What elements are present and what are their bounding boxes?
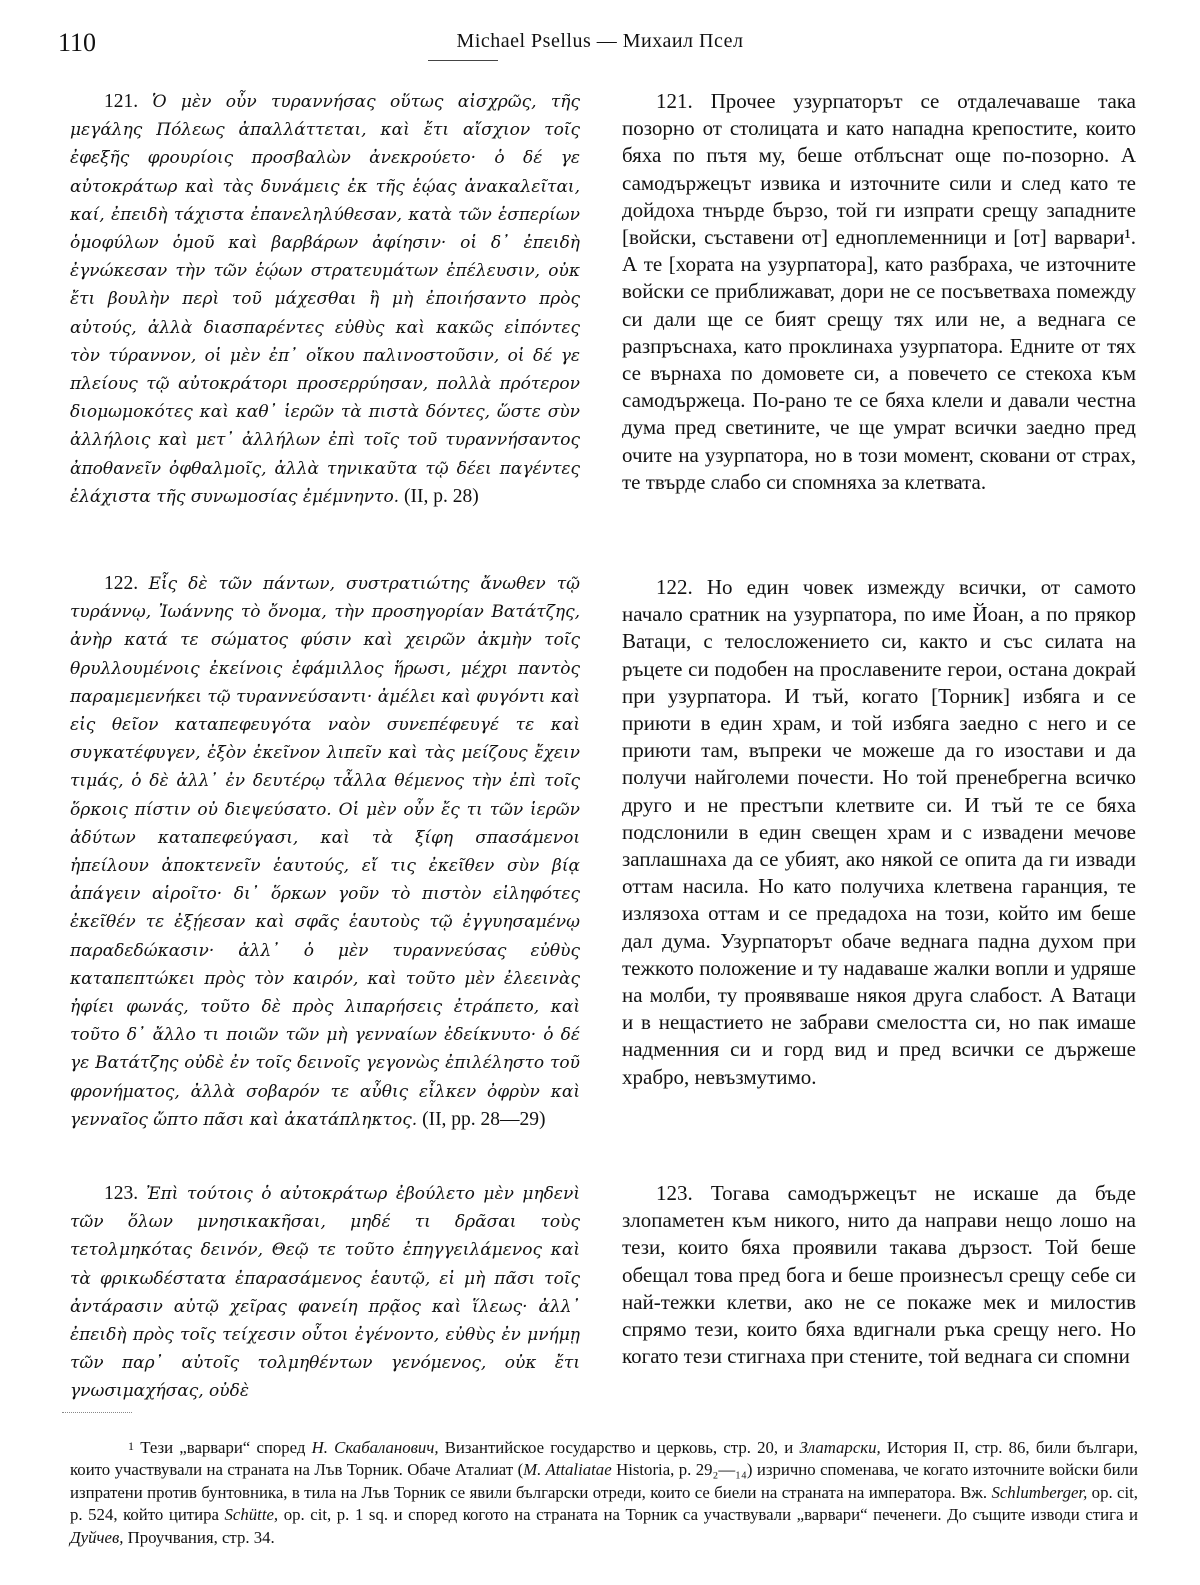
footnote-text: Тези „варвари“ според <box>140 1437 312 1457</box>
footnote-author: M. Attaliatae <box>523 1460 612 1480</box>
header-rule <box>428 60 498 61</box>
footnote-author: Дуйчев, <box>70 1527 124 1547</box>
greek-text: Ἐπὶ τούτοις ὁ αὐτοκράτωρ ἐβούλετο μὲν μηδενὶ τῶν ὅλων μνησικακῆσαι, μηδέ τι δρᾶσαι τοὺς τετολμηκότας δεινόν, Θεῷ τε τοῦτο ἐπηγγειλάμενος καὶ τὰ φρικωδέστατα ἐπαρασάμενος ἑαυτῷ, εἰ μὴ πᾶσι τοῖς ἀντάρασιν αὐτῷ χεῖρας φανείη πρᾷος καὶ ἵλεως· ἀλλ᾽ ἐπειδὴ πρὸς τοῖς τείχεσιν οὗτοι ἐγένοντο, εὐθὺς ἐν μνήμῃ τῶν παρ᾽ αὐτοῖς τολμηθέντων γενόμενος, οὐκ ἔτι γνωσιμαχήσας, οὐδὲ <box>70 1184 581 1402</box>
footnote-author: Н. Скабаланович, <box>311 1437 439 1457</box>
source-reference: (II, pp. 28—29) <box>422 1108 546 1130</box>
footnote-text: Проучвания, стр. 34. <box>123 1527 275 1547</box>
footnote-mark: 1 <box>128 1438 134 1453</box>
footnote-text: Historia, p. 29₂—₁₄) изрично споменава, че когато източните войски били изпратени против бунтовника, в тила на Лъв Торник се явили български отреди, които се биели на страната на императора. Вж. <box>70 1460 1139 1502</box>
bulgarian-paragraph-122: 122. Но един човек измежду всички, от самото начало сратник на узурпатора, по име Йоан, а по прякор Ватаци, с телосложението си, както и със силата на ръцете си подобен на прославените герои, остана докрай при узурпатора. И тъй, когато [Торник] избяга и се приюти в един храм, и той избяга заедно с него и се приюти там, въпреки че можеше да го изостави и да получи найголеми почести. Но той пренебрегна всичко друго и не престъпи клетвите си. И тъй те се бяха подслонили в един свещен храм и с извадени мечове заплашнаха да се убият, ако някой се опита да ги извади оттам насила. Но като получиха клетвена гаранция, те излязоха оттам и се предадоха на този, който им беше дал дума. Узурпаторът обаче веднага падна духом при тежкото положение и ту надаваше жалки вопли и удряше на молби, ту проявяваше някоя друга слабост. А Ватаци и в нещастието не забрави смелостта си, но пак имаше надменния си и горд вид и пред всички се държеше храбро, невъзмутимо. <box>622 575 1136 1089</box>
footnote-text: op. cit, p. 1 sq. и според когото на страната на Торник са участвували „варвари“ печенеги. До същите изводи стига и <box>278 1505 1138 1525</box>
footnote-text: op. cit, p. 524, който цитира <box>70 1482 1138 1525</box>
footnote-author: Златарски, <box>799 1437 881 1457</box>
greek-paragraph-123 <box>70 1180 580 1406</box>
paragraph-number: 122. <box>104 573 139 594</box>
footnote-text: История II, стр. 86, били българи, които участвували на страната на Лъв Торник. Обаче Аталиат ( <box>70 1437 1138 1480</box>
greek-paragraph-121 <box>70 88 580 511</box>
source-reference: (II, p. 28) <box>403 485 479 507</box>
paragraph-number: 121. <box>104 91 139 112</box>
greek-text: Ὁ μὲν οὖν τυραννήσας οὕτως αἰσχρῶς, τῆς μεγάλης Πόλεως ἀπαλλάττεται, καὶ ἔτι αἴσχιον τοῖς ἐφεξῆς φρουρίοις προσβαλὼν ἀνεκρούετο· ὁ δέ γε αὐτοκράτωρ καὶ τὰς δυνάμεις ἐκ τῆς ἑῴας ἀνακαλεῖται, καί, ἐπειδὴ τάχιστα ἐπανεληλύθεσαν, κατὰ τῶν ἑσπερίων ὁμοφύλων ὁμοῦ καὶ βαρβάρων ἀφίησιν· οἱ δ᾽ ἐπειδὴ ἐγνώκεσαν τὴν τῶν ἑῴων στρατευμάτων ἐπέλευσιν, οὐκ ἔτι βουλὴν περὶ τοῦ μάχεσθαι ἢ μὴ ἐποιήσαντο πρὸς αὐτούς, ἀλλὰ διασπαρέντες εὐθὺς καὶ κακῶς εἰπόντες τὸν τύραννον, οἱ μὲν ἐπ᾽ οἴκου παλινοστοῦσιν, οἱ δέ γε πλείους τῷ αὐτοκράτορι προσερρύησαν, πολλὰ πρότερον διομωμοκότες καὶ καθ᾽ ἱερῶν τὰ πιστὰ δόντες, ὥστε σὺν ἀλλήλοις καὶ μετ᾽ ἀλλήλων ἐπὶ τοῖς τοῦ τυραννήσαντος ἀποθανεῖν ὀφθαλμοῖς, ἀλλὰ τηνικαῦτα τῷ δέει παγέντες ἐλάχιστα τῆς συνωμοσίας ἐμέμνηντο. <box>70 92 581 507</box>
bulgarian-paragraph-121: 121. Прочее узурпаторът се отдалечаваше така позорно от столицата и като нападна крепостите, които бяха по пътя му, беше отблъснат още по-позорно. А самодържецът извика и източните сили и след като те дойдоха тнърде бързо, той ги изпрати срещу западните [войски, съставени от] едноплеменници и [от] варвари¹. А те [хората на узурпатора], като разбраха, че източните войски се приближават, дори не се посъветваха помежду си дали ще се бият срещу тях или не, а веднага се разпръснаха, като проклинаха узурпатора. Едните от тях се върнаха по домовете си, а повечето се стекоха към самодържеца. По-рано те се бяха клели и давали честна дума пред светините, че ще умрат всички заедно пред очите на узурпатора, но в този момент, сковани от страх, те твърде слабо си спомняха за клетвата. <box>622 89 1136 494</box>
greek-paragraph-122 <box>70 570 580 1134</box>
footnote-text: Византийское государство и церковь, стр. 20, и <box>438 1437 800 1457</box>
footnote-author: Schlumberger, <box>991 1482 1088 1502</box>
page-number: 110 <box>58 28 97 57</box>
paragraph-number: 123. <box>104 1183 139 1204</box>
greek-text: Εἷς δὲ τῶν πάντων, συστρατιώτης ἄνωθεν τῷ τυράννῳ, Ἰωάννης τὸ ὄνομα, τὴν προσηγορίαν Βατάτζης, ἀνὴρ κατά τε σώματος φύσιν καὶ χειρῶν ἀκμὴν τοῖς θρυλλουμένοις ἐκείνοις ἐφάμιλλος ἥρωσι, μέχρι παντὸς παραμεμενήκει τῷ τυραννεύσαντι· ἀμέλει καὶ φυγόντι καὶ εἰς θεῖον καταπεφευγότα ναὸν συνεπέφευγέ τε καὶ συγκατέφυγεν, ἐξὸν ἐκεῖνον λιπεῖν καὶ τὰς μείζους ἔχειν τιμάς, ὁ δὲ ἀλλ᾽ ἐν δευτέρῳ τἆλλα θέμενος τὴν ἐπὶ τοῖς ὅρκοις πίστιν οὐ διεψεύσατο. Οἱ μὲν οὖν ἔς τι τῶν ἱερῶν ἀδύτων καταπεφεύγασι, καὶ τὰ ξίφη σπασάμενοι ἠπείλουν ἀποκτενεῖν ἑαυτούς, εἴ τις ἐκεῖθεν σὺν βίᾳ ἀπάγειν αἱροῖτο· δι᾽ ὅρκων γοῦν τὸ πιστὸν εἰληφότες ἐκεῖθέν τε ἐξῄεσαν καὶ σφᾶς ἑαυτοὺς τῷ ἐγγυησαμένῳ παραδεδώκασιν· ἀλλ᾽ ὁ μὲν τυραννεύσας εὐθὺς καταπεπτώκει πρὸς τὸν καιρόν, καὶ τοῦτο μὲν ἐλεεινὰς ἠφίει φωνάς, τοῦτο δὲ πρὸς λιπαρήσεις ἐτράπετο, καὶ τοῦτο δ᾽ ἄλλο τι ποιῶν τῶν μὴ γενναίων ἐδείκνυτο· ὁ δέ γε Βατάτζης οὐδὲ ἐν τοῖς δεινοῖς γεγονὼς ἐπιλέληστο τοῦ φρονήματος, ἀλλὰ σοβαρόν τε αὖθις εἶλκεν ὀφρὺν καὶ γενναῖος ὤπτο πᾶσι καὶ ἀκατάπληκτος. <box>70 574 580 1130</box>
bulgarian-paragraph-123: 123. Тогава самодържецът не искаше да бъде злопаметен към никого, нито да направи нещо лошо на тези, които бяха проявили такава дързост. Той беше обещал това пред бога и беше произнесъл срещу себе си най-тежки клетви, ако не се покаже мек и милостив спрямо тези, които бяха вдигнали ръка срещу него. Но когато тези стигнаха при стените, той веднага си спомни <box>622 1181 1136 1369</box>
footnote-author: Schütte, <box>224 1505 279 1525</box>
footnote <box>70 1437 1138 1550</box>
running-head: Michael Psellus — Михаил Псел <box>456 30 744 52</box>
footnote-rule <box>62 1412 132 1413</box>
